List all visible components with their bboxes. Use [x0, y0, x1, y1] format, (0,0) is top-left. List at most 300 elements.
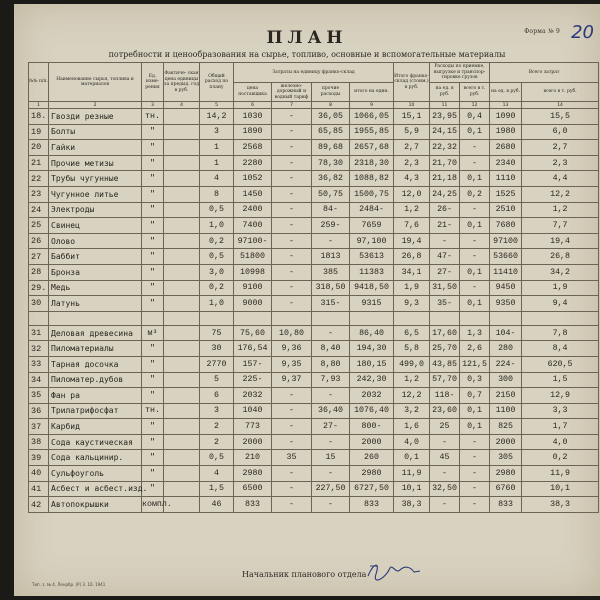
value-cell: 2000 [234, 434, 272, 450]
value-cell: 35 [272, 450, 312, 466]
value-cell: 1030 [234, 109, 272, 125]
unit-cell: " [142, 356, 164, 372]
value-cell: 8 [200, 186, 234, 202]
value-cell: 15,5 [522, 109, 599, 125]
value-cell: 0,5 [200, 249, 234, 265]
value-cell: 11,9 [522, 466, 599, 482]
handwritten-signature [366, 560, 422, 582]
value-cell: - [460, 280, 490, 296]
value-cell: 0,1 [394, 450, 430, 466]
value-cell: - [460, 434, 490, 450]
value-cell: 2032 [234, 388, 272, 404]
value-cell: 7,6 [394, 218, 430, 234]
value-cell: 9315 [350, 296, 394, 312]
value-cell: 34,1 [394, 264, 430, 280]
value-cell: 0,5 [200, 202, 234, 218]
value-cell: - [460, 202, 490, 218]
value-cell: 35- [430, 296, 460, 312]
value-cell: 19,4 [522, 233, 599, 249]
row-number-cell: 34 [29, 372, 49, 388]
value-cell: 2 [200, 419, 234, 435]
table-row [29, 296, 599, 312]
material-name-cell: Гайки [49, 140, 142, 156]
value-cell: 24,25 [430, 186, 460, 202]
value-cell: 12,2 [394, 388, 430, 404]
value-cell: 227,50 [312, 481, 350, 497]
table-row [29, 249, 599, 265]
column-index-cell: 1 [29, 102, 49, 109]
value-cell: 5,8 [394, 341, 430, 357]
value-cell: 2657,68 [350, 140, 394, 156]
column-index-row [29, 102, 599, 109]
value-cell: 8,40 [312, 341, 350, 357]
empty-cell [49, 311, 142, 325]
value-cell: 21,70 [430, 155, 460, 171]
value-cell: - [460, 466, 490, 482]
value-cell: 11,9 [394, 466, 430, 482]
value-cell: 0,2 [200, 233, 234, 249]
value-cell: - [460, 481, 490, 497]
value-cell: 2318,30 [350, 155, 394, 171]
spacer-row [29, 311, 599, 325]
unit-cell: " [142, 481, 164, 497]
value-cell: - [272, 280, 312, 296]
unit-cell: тн. [142, 403, 164, 419]
table-row [29, 466, 599, 482]
footer-signature-line: Начальник планового отдела [242, 570, 367, 579]
value-cell [164, 419, 200, 435]
value-cell: 385 [312, 264, 350, 280]
value-cell: 1,6 [394, 419, 430, 435]
column-index-cell: 10 [394, 102, 430, 109]
value-cell: 26,8 [394, 249, 430, 265]
table-row [29, 140, 599, 156]
value-cell: 242,30 [350, 372, 394, 388]
empty-cell [312, 311, 350, 325]
value-cell: 75,60 [234, 325, 272, 341]
value-cell: 1500,75 [350, 186, 394, 202]
unit-cell: компл. [142, 497, 164, 513]
value-cell: - [272, 388, 312, 404]
value-cell [164, 341, 200, 357]
row-number-cell: 35 [29, 388, 49, 404]
value-cell: 1,2 [522, 202, 599, 218]
value-cell: 1,2 [394, 372, 430, 388]
value-cell: 4,4 [522, 171, 599, 187]
value-cell: 36,40 [312, 403, 350, 419]
value-cell: 27- [430, 264, 460, 280]
unit-cell: " [142, 388, 164, 404]
material-name-cell: Пиломатериалы [49, 341, 142, 357]
value-cell: - [272, 481, 312, 497]
unit-cell: " [142, 233, 164, 249]
row-number-cell: 29. [29, 280, 49, 296]
value-cell: 1450 [234, 186, 272, 202]
empty-cell [490, 311, 522, 325]
value-cell [164, 124, 200, 140]
row-number-cell: 30 [29, 296, 49, 312]
value-cell: 1076,40 [350, 403, 394, 419]
value-cell: 4,0 [394, 434, 430, 450]
material-name-cell: Бронза [49, 264, 142, 280]
table-row [29, 388, 599, 404]
value-cell: 6 [200, 388, 234, 404]
value-cell: 23,95 [430, 109, 460, 125]
empty-cell [200, 311, 234, 325]
row-number-cell: 40 [29, 466, 49, 482]
value-cell: 176,54 [234, 341, 272, 357]
value-cell: - [312, 466, 350, 482]
unit-cell: " [142, 124, 164, 140]
value-cell: 21- [430, 218, 460, 234]
material-name-cell: Фан ра [49, 388, 142, 404]
unit-cell: м³ [142, 325, 164, 341]
value-cell: 4,3 [394, 171, 430, 187]
document-title: ПЛАН [266, 28, 348, 48]
table-row [29, 356, 599, 372]
value-cell: 280 [490, 341, 522, 357]
table-row [29, 481, 599, 497]
value-cell: 4 [200, 171, 234, 187]
value-cell: 259- [312, 218, 350, 234]
table-row [29, 341, 599, 357]
value-cell: 2,7 [522, 140, 599, 156]
empty-cell [522, 311, 599, 325]
value-cell: 10998 [234, 264, 272, 280]
value-cell: 1110 [490, 171, 522, 187]
table-row [29, 372, 599, 388]
material-name-cell: Тарная досочка [49, 356, 142, 372]
value-cell: - [312, 388, 350, 404]
column-index-cell: 7 [272, 102, 312, 109]
unit-cell: " [142, 218, 164, 234]
column-index-cell: 2 [49, 102, 142, 109]
value-cell: 3,0 [200, 264, 234, 280]
value-cell: 9350 [490, 296, 522, 312]
value-cell: 15 [312, 450, 350, 466]
value-cell: - [272, 419, 312, 435]
row-number-cell: 31 [29, 325, 49, 341]
value-cell: 12,2 [522, 186, 599, 202]
value-cell: 84- [312, 202, 350, 218]
material-name-cell: Олово [49, 233, 142, 249]
value-cell [164, 264, 200, 280]
value-cell: 6,5 [394, 325, 430, 341]
value-cell: 4 [200, 466, 234, 482]
header-other-expenses: прочие расходы [312, 82, 350, 102]
value-cell: 260 [350, 450, 394, 466]
value-cell: 0,1 [460, 296, 490, 312]
table-row [29, 325, 599, 341]
material-name-cell: Баббит [49, 249, 142, 265]
value-cell: 1100 [490, 403, 522, 419]
column-index-cell: 6 [234, 102, 272, 109]
value-cell: - [272, 171, 312, 187]
value-cell: 23,60 [430, 403, 460, 419]
document-subtitle: потребности и ценообразования на сырье, топливо, основные и вспомогательные материалы [108, 50, 506, 59]
value-cell [164, 186, 200, 202]
unit-cell: " [142, 466, 164, 482]
value-cell: 1955,85 [350, 124, 394, 140]
value-cell: 305 [490, 450, 522, 466]
value-cell: 7,7 [522, 218, 599, 234]
value-cell: - [430, 497, 460, 513]
value-cell: - [272, 202, 312, 218]
material-name-cell: Сода каустическая [49, 434, 142, 450]
value-cell: 225- [234, 372, 272, 388]
value-cell [164, 481, 200, 497]
value-cell: - [272, 403, 312, 419]
value-cell: 4,0 [522, 434, 599, 450]
value-cell: 2980 [490, 466, 522, 482]
value-cell: 22,32 [430, 140, 460, 156]
value-cell: 2,3 [394, 155, 430, 171]
value-cell: 12,0 [394, 186, 430, 202]
value-cell: 30 [200, 341, 234, 357]
empty-cell [272, 311, 312, 325]
value-cell: 1,0 [200, 218, 234, 234]
value-cell: 97100 [490, 233, 522, 249]
value-cell: 9,35 [272, 356, 312, 372]
value-cell: 25 [430, 419, 460, 435]
value-cell: 0,5 [200, 450, 234, 466]
value-cell [164, 466, 200, 482]
material-name-cell: Сода кальцинир. [49, 450, 142, 466]
value-cell: - [312, 325, 350, 341]
print-mark: Тип. з. № 4. Ленрбр. (Р) 3. 10. 1941 [32, 582, 106, 587]
header-total-sum: всего в т. руб. [522, 82, 599, 102]
value-cell: 12,9 [522, 388, 599, 404]
value-cell: 0,4 [460, 109, 490, 125]
value-cell: 1,9 [522, 280, 599, 296]
value-cell: 5,9 [394, 124, 430, 140]
value-cell: 1 [200, 155, 234, 171]
value-cell: 89,68 [312, 140, 350, 156]
value-cell: 25,70 [430, 341, 460, 357]
value-cell: - [430, 233, 460, 249]
value-cell: - [272, 264, 312, 280]
unit-cell: " [142, 249, 164, 265]
value-cell: 26,8 [522, 249, 599, 265]
value-cell [164, 388, 200, 404]
value-cell: - [272, 140, 312, 156]
value-cell: - [312, 233, 350, 249]
value-cell: - [460, 233, 490, 249]
column-index-cell: 11 [430, 102, 460, 109]
table-row [29, 434, 599, 450]
material-name-cell: Болты [49, 124, 142, 140]
value-cell: 2510 [490, 202, 522, 218]
value-cell: 9,4 [522, 296, 599, 312]
table-row [29, 264, 599, 280]
value-cell: 1040 [234, 403, 272, 419]
value-cell: 2340 [490, 155, 522, 171]
value-cell: - [312, 434, 350, 450]
material-name-cell: Асбест и асбест.изд. [49, 481, 142, 497]
value-cell: - [460, 155, 490, 171]
table-row [29, 450, 599, 466]
material-name-cell: Чугунное литье [49, 186, 142, 202]
table-row [29, 403, 599, 419]
material-name-cell: Карбид [49, 419, 142, 435]
value-cell: 9,3 [394, 296, 430, 312]
value-cell: 45 [430, 450, 460, 466]
row-number-cell: 22 [29, 171, 49, 187]
value-cell: 620,5 [522, 356, 599, 372]
value-cell: 53613 [350, 249, 394, 265]
table-row [29, 109, 599, 125]
value-cell: 32,50 [430, 481, 460, 497]
value-cell: - [272, 218, 312, 234]
value-cell: - [272, 497, 312, 513]
value-cell [164, 155, 200, 171]
value-cell: 10,1 [394, 481, 430, 497]
value-cell: 75 [200, 325, 234, 341]
unit-cell: " [142, 264, 164, 280]
material-name-cell: Деловая древесина [49, 325, 142, 341]
value-cell: 7,93 [312, 372, 350, 388]
row-number-cell: 27 [29, 249, 49, 265]
row-number-cell: 18. [29, 109, 49, 125]
value-cell [164, 280, 200, 296]
unit-cell: тн. [142, 109, 164, 125]
value-cell: 65,85 [312, 124, 350, 140]
material-name-cell: Электроды [49, 202, 142, 218]
value-cell: 24,15 [430, 124, 460, 140]
value-cell: 7,8 [522, 325, 599, 341]
header-supplier-price: цена поставщика [234, 82, 272, 102]
column-index-cell: 14 [522, 102, 599, 109]
value-cell [164, 372, 200, 388]
value-cell: 2980 [350, 466, 394, 482]
value-cell: - [272, 249, 312, 265]
value-cell: - [272, 296, 312, 312]
value-cell: 1890 [234, 124, 272, 140]
row-number-cell: 37 [29, 419, 49, 435]
table-row [29, 218, 599, 234]
value-cell [164, 202, 200, 218]
value-cell: 224- [490, 356, 522, 372]
material-name-cell: Гвозди резные [49, 109, 142, 125]
value-cell [164, 233, 200, 249]
column-index-cell: 8 [312, 102, 350, 109]
table-row [29, 419, 599, 435]
value-cell: 318,50 [312, 280, 350, 296]
value-cell [164, 434, 200, 450]
value-cell: 118- [430, 388, 460, 404]
value-cell [164, 140, 200, 156]
column-index-cell: 5 [200, 102, 234, 109]
unit-cell: " [142, 341, 164, 357]
value-cell: 0,2 [200, 280, 234, 296]
unit-cell: " [142, 280, 164, 296]
material-name-cell: Сульфоуголь [49, 466, 142, 482]
unit-cell: " [142, 372, 164, 388]
value-cell [164, 171, 200, 187]
row-number-cell: 42 [29, 497, 49, 513]
value-cell: 7400 [234, 218, 272, 234]
material-name-cell: Латунь [49, 296, 142, 312]
document-sheet [14, 4, 600, 596]
value-cell: 9000 [234, 296, 272, 312]
value-cell: 1980 [490, 124, 522, 140]
value-cell [164, 325, 200, 341]
row-number-cell: 36 [29, 403, 49, 419]
header-exp-per-unit: на ед. в руб. [430, 82, 460, 102]
value-cell: - [430, 466, 460, 482]
empty-cell [234, 311, 272, 325]
value-cell: 2 [200, 434, 234, 450]
value-cell: 1,7 [522, 419, 599, 435]
value-cell: 38,3 [394, 497, 430, 513]
value-cell: 1,2 [394, 202, 430, 218]
row-number-cell: 38 [29, 434, 49, 450]
header-exp-total: всего в т. руб. [460, 82, 490, 102]
header-row-top [29, 63, 599, 83]
row-number-cell: 25 [29, 218, 49, 234]
header-group-total: Всего затрат [490, 63, 599, 83]
value-cell [164, 403, 200, 419]
value-cell: 0,3 [460, 372, 490, 388]
value-cell: 3 [200, 403, 234, 419]
value-cell: 6727,50 [350, 481, 394, 497]
value-cell: 1 [200, 140, 234, 156]
unit-cell: " [142, 202, 164, 218]
header-prev-price: Фактиче- ская цена единицы за предыд. год в руб. [164, 63, 200, 102]
unit-cell: " [142, 140, 164, 156]
value-cell: 9450 [490, 280, 522, 296]
value-cell: 78,30 [312, 155, 350, 171]
value-cell: 180,15 [350, 356, 394, 372]
value-cell: 825 [490, 419, 522, 435]
value-cell: 0,1 [460, 171, 490, 187]
value-cell: - [272, 233, 312, 249]
value-cell: 0,2 [460, 186, 490, 202]
value-cell: 2568 [234, 140, 272, 156]
unit-cell: " [142, 419, 164, 435]
value-cell: 0,1 [460, 124, 490, 140]
value-cell: - [272, 466, 312, 482]
value-cell: 833 [490, 497, 522, 513]
value-cell: 6500 [234, 481, 272, 497]
material-name-cell: Трубы чугунные [49, 171, 142, 187]
value-cell: 10,80 [272, 325, 312, 341]
value-cell: 1,9 [394, 280, 430, 296]
value-cell: 0,2 [522, 450, 599, 466]
value-cell: 9418,50 [350, 280, 394, 296]
value-cell: 17,60 [430, 325, 460, 341]
value-cell: 1090 [490, 109, 522, 125]
value-cell [164, 218, 200, 234]
column-index-cell: 13 [490, 102, 522, 109]
value-cell: - [430, 434, 460, 450]
value-cell: 36,82 [312, 171, 350, 187]
value-cell: - [272, 109, 312, 125]
empty-cell [29, 311, 49, 325]
value-cell: - [460, 497, 490, 513]
column-index-cell: 12 [460, 102, 490, 109]
value-cell: 1052 [234, 171, 272, 187]
value-cell: 0,1 [460, 403, 490, 419]
value-cell: 1525 [490, 186, 522, 202]
value-cell: 157- [234, 356, 272, 372]
material-name-cell: Свинец [49, 218, 142, 234]
value-cell: 2484- [350, 202, 394, 218]
value-cell: 194,30 [350, 341, 394, 357]
material-name-cell: Прочие метизы [49, 155, 142, 171]
value-cell: 0,1 [460, 264, 490, 280]
unit-cell: " [142, 450, 164, 466]
